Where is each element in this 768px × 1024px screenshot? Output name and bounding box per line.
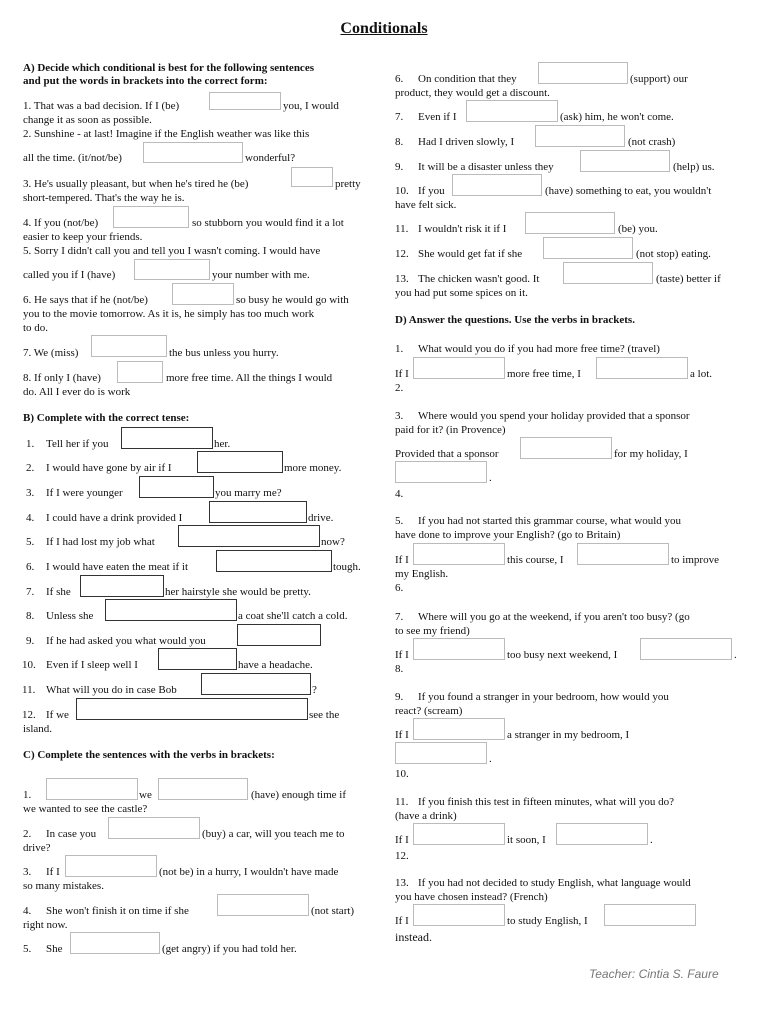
b6-text-after: tough. [333, 561, 361, 573]
d9-answer-start: If I [395, 729, 409, 741]
d1-answer-box-2[interactable] [596, 357, 688, 379]
b9-number: 9. [26, 635, 35, 647]
a5-text: 5. Sorry I didn't call you and tell you I wasn't coming. I would have [23, 245, 321, 257]
b12-answer-box[interactable] [76, 698, 308, 720]
d3-number: 3. [395, 410, 404, 422]
d13-answer-box-2[interactable] [604, 904, 696, 926]
section-b-heading: B) Complete with the correct tense: [23, 412, 190, 424]
c1-text-after: (have) enough time if [251, 789, 346, 801]
c4-answer-box[interactable] [217, 894, 309, 916]
c6-text-after: (support) our [630, 73, 688, 85]
c8-text: Had I driven slowly, I [418, 136, 515, 148]
a1-text: 1. That was a bad decision. If I (be) [23, 100, 180, 112]
c7-answer-box[interactable] [466, 100, 558, 122]
a6-text-after: so busy he would go with [236, 294, 349, 306]
b1-answer-box[interactable] [121, 427, 213, 449]
b9-text: If he had asked you what would you [46, 635, 206, 647]
a6-text-3: to do. [23, 322, 49, 334]
d12-number: 12. [395, 850, 409, 862]
d11-number: 11. [395, 796, 409, 808]
b11-number: 11. [22, 684, 36, 696]
b10-number: 10. [22, 659, 36, 671]
d1-answer-box-1[interactable] [413, 357, 505, 379]
d8-number: 8. [395, 663, 404, 675]
b5-text: If I had lost my job what [46, 536, 155, 548]
c13-text-after: (taste) better if [656, 273, 721, 285]
a5-text-2: called you if I (have) [23, 269, 116, 281]
c3-text: If I [46, 866, 60, 878]
b3-text: If I were younger [46, 487, 123, 499]
c5-text-after: (get angry) if you had told her. [162, 943, 297, 955]
c4-text: She won't finish it on time if she [46, 905, 189, 917]
c6-text-2: product, they would get a discount. [395, 87, 550, 99]
b4-answer-box[interactable] [209, 501, 307, 523]
a8-text-2: do. All I ever do is work [23, 386, 131, 398]
d13-answer-mid: to study English, I [507, 915, 588, 927]
b3-number: 3. [26, 487, 35, 499]
d9-question-2: react? (scream) [395, 705, 463, 717]
d3-answer-box-1[interactable] [520, 437, 612, 459]
c4-number: 4. [23, 905, 32, 917]
b2-text: I would have gone by air if I [46, 462, 172, 474]
c11-text: I wouldn't risk it if I [418, 223, 507, 235]
c9-text: It will be a disaster unless they [418, 161, 554, 173]
b6-text: I would have eaten the meat if it [46, 561, 189, 573]
c8-text-after: (not crash) [628, 136, 676, 148]
c5-number: 5. [23, 943, 32, 955]
b7-text: If she [46, 586, 71, 598]
d9-answer-box-1[interactable] [413, 718, 505, 740]
c10-number: 10. [395, 185, 409, 197]
d9-question: If you found a stranger in your bedroom, how would you [418, 691, 669, 703]
c10-text-after: (have) something to eat, you wouldn't [545, 185, 712, 197]
d5-answer-box-2[interactable] [577, 543, 669, 565]
a8-text: 8. If only I (have) [23, 372, 101, 384]
c1-number: 1. [23, 789, 32, 801]
b12-text: If we [46, 709, 69, 721]
d3-answer-end: . [489, 472, 492, 484]
d7-answer-end: . [734, 649, 737, 661]
d3-question: Where would you spend your holiday provided that a sponsor [418, 410, 690, 422]
a1-answer-box[interactable] [209, 92, 281, 110]
c1-answer-box-1[interactable] [46, 778, 138, 800]
a4-answer-box[interactable] [113, 206, 189, 228]
c3-text-2: so many mistakes. [23, 880, 104, 892]
b7-answer-box[interactable] [80, 575, 164, 597]
c3-answer-box[interactable] [65, 855, 157, 877]
c3-number: 3. [23, 866, 32, 878]
b1-text: Tell her if you [46, 438, 109, 450]
a4-text-after: so stubborn you would find it a lot [192, 217, 344, 229]
b12-number: 12. [22, 709, 36, 721]
b2-text-after: more money. [284, 462, 342, 474]
d11-question-2: (have a drink) [395, 810, 457, 822]
d5-answer-end: to improve [671, 554, 719, 566]
c5-answer-box[interactable] [70, 932, 160, 954]
b3-answer-box[interactable] [139, 476, 214, 498]
a2-text: 2. Sunshine - at last! Imagine if the English weather was like this [23, 128, 310, 140]
c10-text: If you [418, 185, 445, 197]
c7-text: Even if I [418, 111, 457, 123]
b8-text-after: a coat she'll catch a cold. [238, 610, 348, 622]
c13-number: 13. [395, 273, 409, 285]
d1-number: 1. [395, 343, 404, 355]
a2-text-after: wonderful? [245, 152, 296, 164]
d7-question-2: to see my friend) [395, 625, 470, 637]
d13-question-2: you have chosen instead? (French) [395, 891, 548, 903]
b4-text: I could have a drink provided I [46, 512, 183, 524]
b11-answer-box[interactable] [201, 673, 311, 695]
a1-text-2: change it as soon as possible. [23, 114, 152, 126]
c13-text: The chicken wasn't good. It [418, 273, 540, 285]
d7-question: Where will you go at the weekend, if you aren't too busy? (go [418, 611, 690, 623]
c2-text-2: drive? [23, 842, 51, 854]
a4-text-2: easier to keep your friends. [23, 231, 143, 243]
c10-answer-box[interactable] [452, 174, 542, 196]
d5-answer-start: If I [395, 554, 409, 566]
d1-question: What would you do if you had more free time? (travel) [418, 343, 660, 355]
a3-text-2: short-tempered. That's the way he is. [23, 192, 185, 204]
a5-text-after: your number with me. [212, 269, 310, 281]
c9-answer-box[interactable] [580, 150, 670, 172]
page-title: Conditionals [340, 20, 428, 37]
d3-answer-box-2[interactable] [395, 461, 487, 483]
d11-answer-mid: it soon, I [507, 834, 546, 846]
a4-text: 4. If you (not/be) [23, 217, 99, 229]
d2-number: 2. [395, 382, 404, 394]
d1-answer-end: a lot. [690, 368, 712, 380]
d5-answer-2: my English. [395, 568, 449, 580]
teacher-credit: Teacher: Cintia S. Faure [589, 967, 719, 981]
b8-text: Unless she [46, 610, 94, 622]
d7-answer-mid: too busy next weekend, I [507, 649, 618, 661]
c6-answer-box[interactable] [538, 62, 628, 84]
d3-answer-mid: for my holiday, I [614, 448, 688, 460]
b5-answer-box[interactable] [178, 525, 320, 547]
d11-answer-start: If I [395, 834, 409, 846]
a7-text: 7. We (miss) [23, 347, 79, 359]
b9-answer-box[interactable] [237, 624, 321, 646]
b10-answer-box[interactable] [158, 648, 237, 670]
c8-number: 8. [395, 136, 404, 148]
d13-question: If you had not decided to study English, what language would [418, 877, 691, 889]
b7-text-after: her hairstyle she would be pretty. [165, 586, 311, 598]
b5-number: 5. [26, 536, 35, 548]
d9-answer-mid: a stranger in my bedroom, I [507, 729, 630, 741]
b7-number: 7. [26, 586, 35, 598]
c4-text-2: right now. [23, 919, 68, 931]
d3-question-2: paid for it? (in Provence) [395, 424, 506, 436]
d6-number: 6. [395, 582, 404, 594]
d11-answer-box-2[interactable] [556, 823, 648, 845]
c4-text-after: (not start) [311, 905, 355, 917]
a3-text: 3. He's usually pleasant, but when he's tired he (be) [23, 178, 249, 190]
b8-answer-box[interactable] [105, 599, 237, 621]
d1-answer-mid: more free time, I [507, 368, 581, 380]
b2-answer-box[interactable] [197, 451, 283, 473]
c12-answer-box[interactable] [543, 237, 633, 259]
d5-answer-mid: this course, I [507, 554, 564, 566]
b12-text-after: see the [309, 709, 340, 721]
d9-answer-box-2[interactable] [395, 742, 487, 764]
d5-question: If you had not started this grammar course, what would you [418, 515, 682, 527]
c13-answer-box[interactable] [563, 262, 653, 284]
c2-answer-box[interactable] [108, 817, 200, 839]
d7-number: 7. [395, 611, 404, 623]
c7-text-after: (ask) him, he won't come. [560, 111, 674, 123]
c2-number: 2. [23, 828, 32, 840]
d7-answer-box-2[interactable] [640, 638, 732, 660]
d11-answer-box-1[interactable] [413, 823, 505, 845]
b1-text-after: her. [214, 438, 231, 450]
d9-answer-end: . [489, 753, 492, 765]
c12-text: She would get fat if she [418, 248, 523, 260]
c3-text-after: (not be) in a hurry, I wouldn't have made [159, 866, 339, 878]
c7-number: 7. [395, 111, 404, 123]
d13-number: 13. [395, 877, 409, 889]
b2-number: 2. [26, 462, 35, 474]
a6-answer-box[interactable] [172, 283, 234, 305]
c1-text-mid: we [139, 789, 152, 801]
section-c-heading: C) Complete the sentences with the verbs in brackets: [23, 749, 275, 761]
b4-number: 4. [26, 512, 35, 524]
section-d-heading: D) Answer the questions. Use the verbs in brackets. [395, 314, 635, 326]
a6-text-2: you to the movie tomorrow. As it is, he simply has too much work [23, 308, 315, 320]
c13-text-2: you had put some spices on it. [395, 287, 528, 299]
d13-answer-start: If I [395, 915, 409, 927]
d9-number: 9. [395, 691, 404, 703]
c9-text-after: (help) us. [673, 161, 715, 173]
d11-answer-end: . [650, 834, 653, 846]
a3-answer-box[interactable] [291, 167, 333, 187]
c5-text: She [46, 943, 63, 955]
b10-text-after: have a headache. [238, 659, 313, 671]
c6-number: 6. [395, 73, 404, 85]
b3-text-after: you marry me? [215, 487, 282, 499]
d7-answer-start: If I [395, 649, 409, 661]
c1-answer-box-2[interactable] [158, 778, 248, 800]
a7-text-after: the bus unless you hurry. [169, 347, 279, 359]
c11-text-after: (be) you. [618, 223, 658, 235]
b4-text-after: drive. [308, 512, 334, 524]
b5-text-after: now? [321, 536, 345, 548]
b11-text-after: ? [312, 684, 317, 696]
b10-text: Even if I sleep well I [46, 659, 138, 671]
c12-text-after: (not stop) eating. [636, 248, 711, 260]
a7-answer-box[interactable] [91, 335, 167, 357]
c6-text: On condition that they [418, 73, 517, 85]
b1-number: 1. [26, 438, 35, 450]
a8-answer-box[interactable] [117, 361, 163, 383]
d11-question: If you finish this test in fifteen minutes, what will you do? [418, 796, 675, 808]
c11-number: 11. [395, 223, 409, 235]
c12-number: 12. [395, 248, 409, 260]
c8-answer-box[interactable] [535, 125, 625, 147]
a2-text-2: all the time. (it/not/be) [23, 152, 122, 164]
d5-number: 5. [395, 515, 404, 527]
b8-number: 8. [26, 610, 35, 622]
a3-text-after: pretty [335, 178, 361, 190]
b6-number: 6. [26, 561, 35, 573]
d5-question-2: have done to improve your English? (go to Britain) [395, 529, 621, 541]
c10-text-2: have felt sick. [395, 199, 457, 211]
d4-number: 4. [395, 488, 404, 500]
section-a-heading-2: and put the words in brackets into the correct form: [23, 75, 268, 87]
a6-text: 6. He says that if he (not/be) [23, 294, 148, 306]
d1-answer-start: If I [395, 368, 409, 380]
d10-number: 10. [395, 768, 409, 780]
c9-number: 9. [395, 161, 404, 173]
d3-answer-start: Provided that a sponsor [395, 448, 499, 460]
c2-text: In case you [46, 828, 97, 840]
c11-answer-box[interactable] [525, 212, 615, 234]
d13-answer-end: instead. [395, 930, 432, 944]
c1-text-2: we wanted to see the castle? [23, 803, 148, 815]
b6-answer-box[interactable] [216, 550, 332, 572]
a5-answer-box[interactable] [134, 259, 210, 280]
c2-text-after: (buy) a car, will you teach me to [202, 828, 345, 840]
b12-text-2: island. [23, 723, 53, 735]
a2-answer-box[interactable] [143, 142, 243, 163]
d5-answer-box-1[interactable] [413, 543, 505, 565]
section-a-heading: A) Decide which conditional is best for the following sentences [23, 62, 314, 74]
b11-text: What will you do in case Bob [46, 684, 177, 696]
a1-text-after: you, I would [283, 100, 339, 112]
d7-answer-box-1[interactable] [413, 638, 505, 660]
d13-answer-box-1[interactable] [413, 904, 505, 926]
a8-text-after: more free time. All the things I would [166, 372, 333, 384]
